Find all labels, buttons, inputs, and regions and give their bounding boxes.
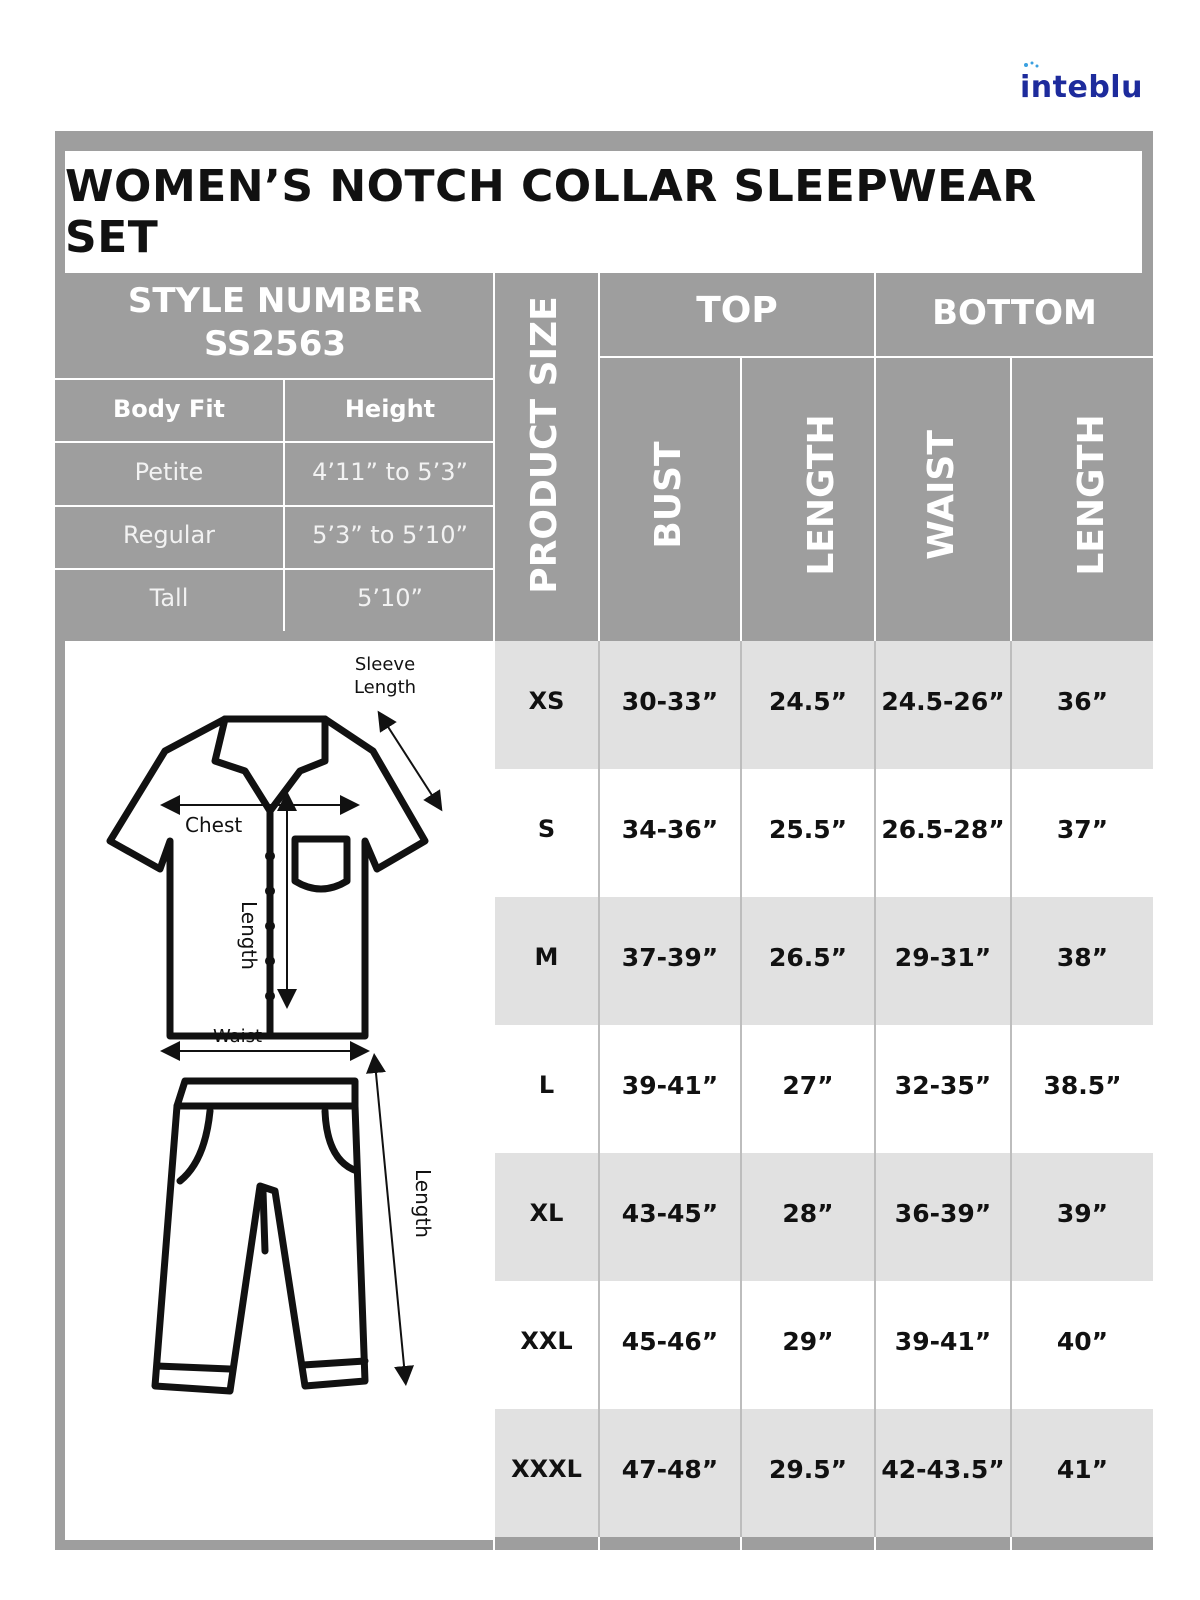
- header-bust: BUST: [648, 441, 689, 549]
- fit-header-height: Height: [344, 395, 436, 423]
- cell-waist: 32-35”: [894, 1071, 992, 1100]
- garment-diagram: [65, 641, 495, 1540]
- cell-top-length: 25.5”: [768, 815, 848, 844]
- pajama-illustration-icon: [65, 641, 495, 1540]
- cell-bust: 30-33”: [621, 687, 719, 716]
- cell-bottom-length: 40”: [1056, 1327, 1109, 1356]
- fit-row-tall: Tall: [149, 584, 189, 612]
- column-divider: [740, 641, 742, 1537]
- label-shirt-length: Length: [237, 901, 261, 970]
- cell-bust: 45-46”: [621, 1327, 719, 1356]
- header-product-size: PRODUCT SIZE: [524, 296, 565, 594]
- cell-size: S: [537, 815, 556, 843]
- cell-size: XXXL: [511, 1455, 582, 1483]
- cell-bust: 39-41”: [621, 1071, 719, 1100]
- cell-bottom-length: 37”: [1056, 815, 1109, 844]
- label-waist: Waist: [213, 1026, 263, 1047]
- cell-size: XS: [528, 687, 565, 715]
- group-top: TOP: [696, 290, 778, 331]
- cell-bottom-length: 41”: [1056, 1455, 1109, 1484]
- header-waist: WAIST: [921, 430, 962, 560]
- header-bottom-length: LENGTH: [1071, 414, 1112, 576]
- column-divider: [598, 641, 600, 1537]
- cell-waist: 39-41”: [894, 1327, 992, 1356]
- style-number-block: [65, 280, 485, 366]
- fit-row-tall-height: 5’10”: [357, 584, 423, 612]
- cell-bust: 37-39”: [621, 943, 719, 972]
- logo-sparkle-icon: [1022, 60, 1062, 70]
- group-bottom: BOTTOM: [932, 293, 1097, 333]
- fit-row-regular: Regular: [122, 521, 216, 549]
- page-title: WOMEN’S NOTCH COLLAR SLEEPWEAR SET: [65, 161, 1037, 263]
- cell-waist: 24.5-26”: [881, 687, 1005, 716]
- cell-bottom-length: 38.5”: [1043, 1071, 1122, 1100]
- column-divider: [1010, 641, 1012, 1537]
- cell-top-length: 27”: [782, 1071, 834, 1100]
- column-divider: [874, 641, 876, 1537]
- cell-size: XL: [529, 1199, 564, 1227]
- cell-size: M: [534, 943, 559, 971]
- cell-waist: 29-31”: [894, 943, 992, 972]
- cell-bust: 34-36”: [621, 815, 719, 844]
- cell-waist: 42-43.5”: [881, 1455, 1005, 1484]
- cell-top-length: 26.5”: [768, 943, 848, 972]
- cell-size: XXL: [520, 1327, 573, 1355]
- title-box: [65, 151, 1142, 273]
- fit-header-body-fit: Body Fit: [112, 395, 226, 423]
- style-number-label: STYLE NUMBER: [127, 281, 423, 321]
- cell-top-length: 29”: [782, 1327, 834, 1356]
- header-top-length: LENGTH: [801, 414, 842, 576]
- cell-top-length: 24.5”: [768, 687, 848, 716]
- label-chest: Chest: [185, 813, 243, 837]
- cell-bottom-length: 36”: [1056, 687, 1109, 716]
- fit-row-regular-height: 5’3” to 5’10”: [312, 521, 468, 549]
- brand-logo: inteblu: [1020, 70, 1143, 105]
- label-sleeve-length: Sleeve Length: [353, 654, 417, 698]
- fit-row-petite: Petite: [134, 458, 204, 486]
- cell-waist: 36-39”: [894, 1199, 992, 1228]
- cell-top-length: 29.5”: [768, 1455, 848, 1484]
- cell-bottom-length: 39”: [1056, 1199, 1109, 1228]
- cell-waist: 26.5-28”: [881, 815, 1005, 844]
- cell-top-length: 28”: [782, 1199, 834, 1228]
- fit-row-petite-height: 4’11” to 5’3”: [312, 458, 468, 486]
- label-pant-length: Length: [411, 1169, 435, 1238]
- style-number-value: SS2563: [203, 324, 347, 364]
- cell-bottom-length: 38”: [1056, 943, 1109, 972]
- cell-size: L: [538, 1071, 555, 1099]
- cell-bust: 43-45”: [621, 1199, 719, 1228]
- cell-bust: 47-48”: [621, 1455, 719, 1484]
